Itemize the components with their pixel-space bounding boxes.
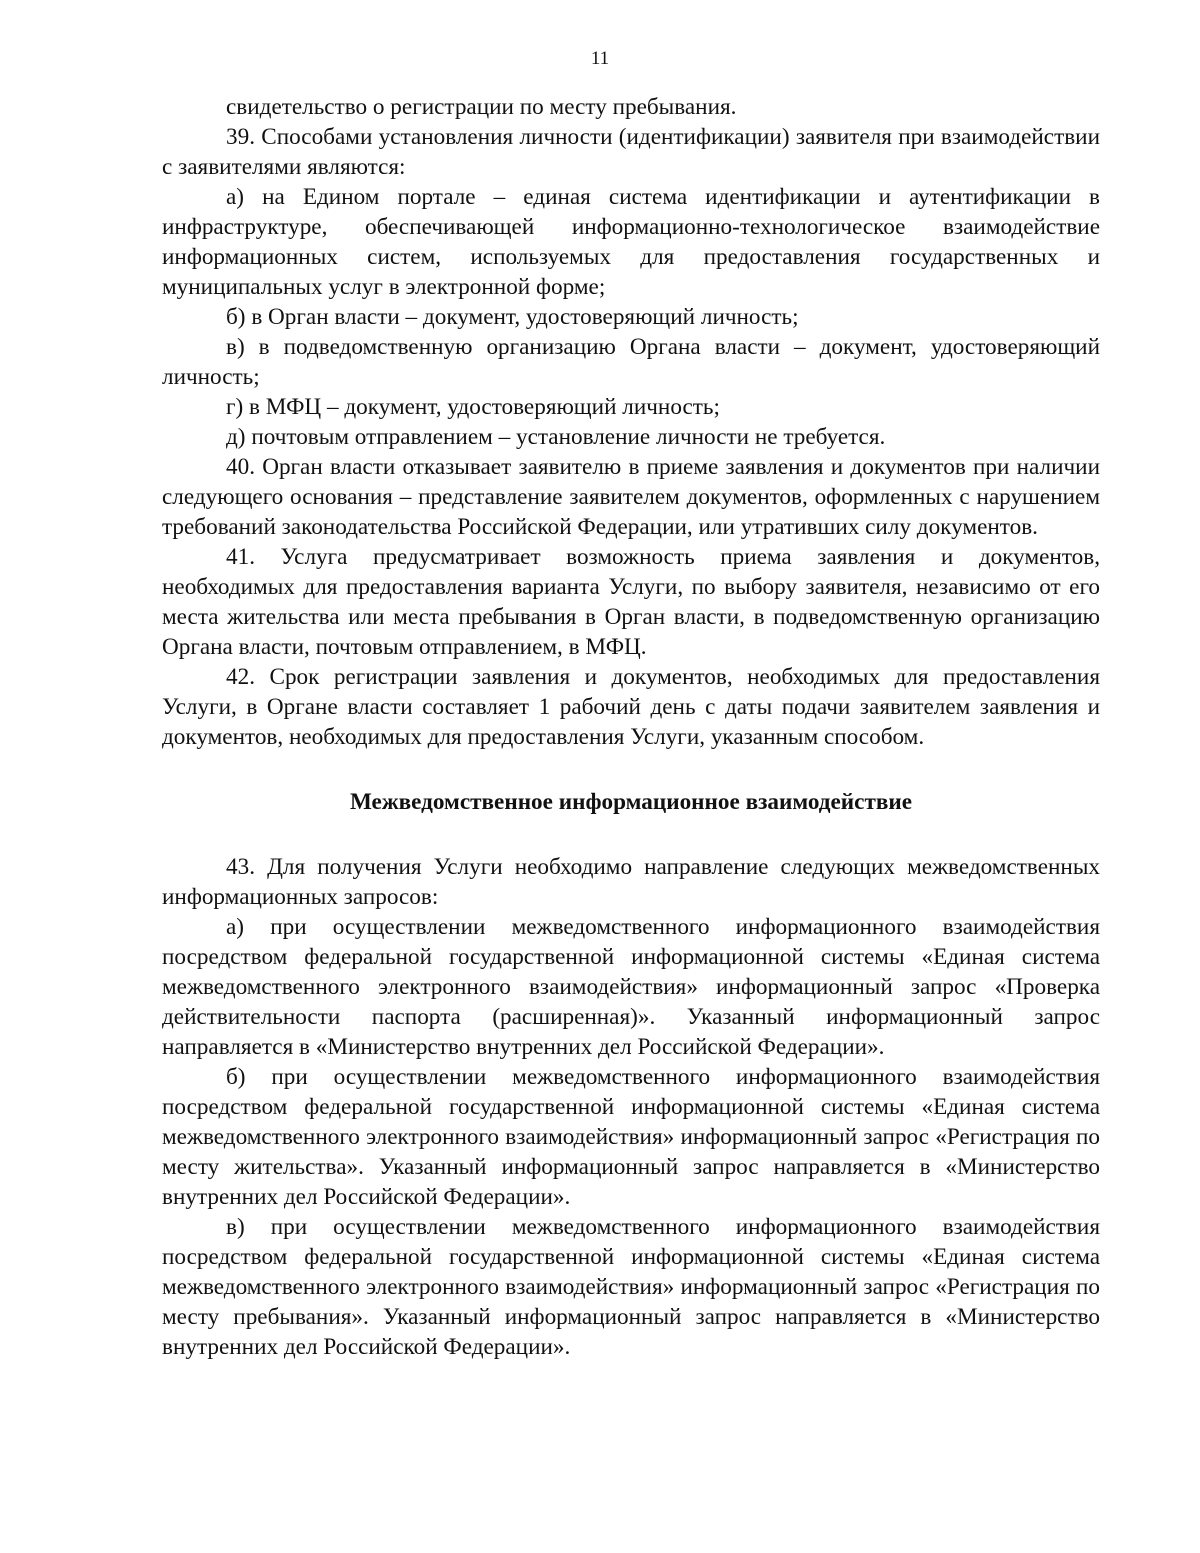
- document-body: [162, 92, 1100, 1362]
- paragraph-39-a: а) на Едином портале – единая система идентификации и аутентификации в инфраструктуре, обеспечивающей информационно-технологическое взаимодействие информационных систем, используемых для предоставления государственных и муниципальных услуг в электронной форме;: [162, 184, 1100, 300]
- paragraph-43-b: б) при осуществлении межведомственного информационного взаимодействия посредством федеральной государственной информационной системы «Единая система межведомственного электронного взаимодействия» информационный запрос «Регистрация по месту жительства». Указанный информационный запрос направляется в «Министерство внутренних дел Российской Федерации».: [162, 1064, 1100, 1210]
- paragraph-43-v: в) при осуществлении межведомственного информационного взаимодействия посредством федеральной государственной информационной системы «Единая система межведомственного электронного взаимодействия» информационный запрос «Регистрация по месту пребывания». Указанный информационный запрос направляется в «Министерство внутренних дел Российской Федерации».: [162, 1214, 1100, 1360]
- paragraph-41: 41. Услуга предусматривает возможность приема заявления и документов, необходимых для предоставления варианта Услуги, по выбору заявителя, независимо от его места жительства или места пребывания в Орган власти, в подведомственную организацию Органа власти, почтовым отправлением, в МФЦ.: [162, 544, 1100, 660]
- paragraph-39-d: д) почтовым отправлением – установление личности не требуется.: [226, 424, 886, 450]
- paragraph-39-g: г) в МФЦ – документ, удостоверяющий личность;: [226, 394, 720, 420]
- paragraph-39-b: б) в Орган власти – документ, удостоверяющий личность;: [226, 304, 799, 330]
- paragraph-43-a: а) при осуществлении межведомственного информационного взаимодействия посредством федеральной государственной информационной системы «Единая система межведомственного электронного взаимодействия» информационный запрос «Проверка действительности паспорта (расширенная)». Указанный информационный запрос направляется в «Министерство внутренних дел Российской Федерации».: [162, 914, 1100, 1060]
- paragraph-registration-certificate: свидетельство о регистрации по месту пребывания.: [226, 94, 737, 120]
- page-number: 11: [590, 48, 610, 69]
- paragraph-40: 40. Орган власти отказывает заявителю в приеме заявления и документов при наличии следующего основания – представление заявителем документов, оформленных с нарушением требований законодательства Российской Федерации, или утративших силу документов.: [162, 454, 1100, 540]
- section-heading: Межведомственное информационное взаимодействие: [349, 789, 913, 815]
- paragraph-39-v: в) в подведомственную организацию Органа власти – документ, удостоверяющий личность;: [162, 334, 1100, 390]
- paragraph-39: 39. Способами установления личности (идентификации) заявителя при взаимодействии с заявителями являются:: [162, 124, 1100, 180]
- paragraph-42: 42. Срок регистрации заявления и документов, необходимых для предоставления Услуги, в Органе власти составляет 1 рабочий день с даты подачи заявителем заявления и документов, необходимых для предоставления Услуги, указанным способом.: [162, 664, 1100, 750]
- paragraph-43: 43. Для получения Услуги необходимо направление следующих межведомственных информационных запросов:: [162, 854, 1100, 910]
